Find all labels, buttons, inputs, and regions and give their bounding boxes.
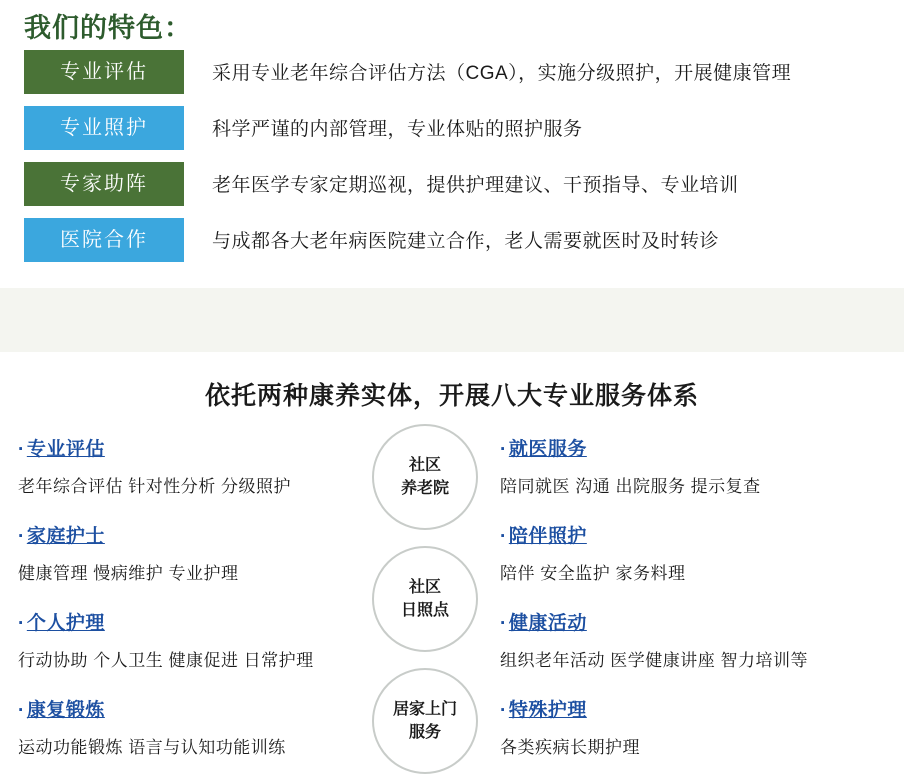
service-title-label: 专业评估 bbox=[26, 439, 105, 460]
service-circle bbox=[372, 424, 478, 530]
bullet-icon: · bbox=[500, 613, 507, 634]
service-circle-line2: 养老院 bbox=[400, 480, 449, 497]
service-title bbox=[18, 608, 348, 635]
service-circle bbox=[372, 546, 478, 652]
service-block bbox=[500, 695, 830, 758]
service-circle bbox=[372, 668, 478, 774]
service-desc: 组织老年活动 医学健康讲座 智力培训等 bbox=[500, 651, 808, 670]
service-title bbox=[500, 521, 830, 548]
bullet-icon: · bbox=[18, 700, 25, 721]
service-block bbox=[500, 521, 830, 584]
service-desc: 老年综合评估 针对性分析 分级照护 bbox=[18, 477, 291, 496]
services-body bbox=[0, 434, 904, 782]
section-divider bbox=[0, 288, 904, 352]
service-block bbox=[18, 434, 348, 497]
service-circle-line2: 日照点 bbox=[400, 602, 449, 619]
feature-tag: 专家助阵 bbox=[24, 162, 184, 206]
service-title bbox=[500, 695, 830, 722]
service-desc: 行动协助 个人卫生 健康促进 日常护理 bbox=[18, 651, 314, 670]
service-title bbox=[18, 521, 348, 548]
service-title bbox=[18, 695, 348, 722]
service-title bbox=[500, 608, 830, 635]
services-heading: 依托两种康养实体，开展八大专业服务体系 bbox=[204, 382, 699, 410]
service-title-label: 个人护理 bbox=[26, 613, 105, 634]
service-block bbox=[500, 608, 830, 671]
feature-text: 采用专业老年综合评估方法（CGA），实施分级照护，开展健康管理 bbox=[212, 63, 792, 84]
service-desc: 陪伴 安全监护 家务料理 bbox=[500, 564, 686, 583]
features-list bbox=[24, 48, 880, 272]
services-section bbox=[0, 356, 904, 782]
bullet-icon: · bbox=[500, 526, 507, 547]
feature-tag: 专业照护 bbox=[24, 106, 184, 150]
service-entity-circles bbox=[372, 424, 492, 784]
service-title-label: 康复锻炼 bbox=[26, 700, 105, 721]
service-title-label: 陪伴照护 bbox=[508, 526, 587, 547]
service-block bbox=[18, 608, 348, 671]
service-title bbox=[18, 434, 348, 461]
page-title: 我们的特色： bbox=[24, 13, 192, 43]
feature-text: 与成都各大老年病医院建立合作，老人需要就医时及时转诊 bbox=[212, 231, 720, 252]
bullet-icon: · bbox=[18, 613, 25, 634]
service-circle-line2: 服务 bbox=[408, 724, 441, 741]
service-block bbox=[18, 695, 348, 758]
feature-text: 老年医学专家定期巡视，提供护理建议、干预指导、专业培训 bbox=[212, 175, 739, 196]
feature-row bbox=[24, 104, 880, 151]
service-title-label: 就医服务 bbox=[508, 439, 587, 460]
service-title-label: 家庭护士 bbox=[26, 526, 105, 547]
service-desc: 健康管理 慢病维护 专业护理 bbox=[18, 564, 239, 583]
feature-tag: 专业评估 bbox=[24, 50, 184, 94]
bullet-icon: · bbox=[500, 700, 507, 721]
service-desc: 陪同就医 沟通 出院服务 提示复查 bbox=[500, 477, 761, 496]
service-title-label: 健康活动 bbox=[508, 613, 587, 634]
services-right-column bbox=[500, 434, 830, 782]
bullet-icon: · bbox=[500, 439, 507, 460]
bullet-icon: · bbox=[18, 526, 25, 547]
service-block bbox=[500, 434, 830, 497]
service-circle-line1: 社区 bbox=[408, 456, 441, 474]
service-title-label: 特殊护理 bbox=[508, 700, 587, 721]
feature-row bbox=[24, 160, 880, 207]
feature-tag: 医院合作 bbox=[24, 218, 184, 262]
service-circle-line1: 居家上门 bbox=[392, 700, 457, 718]
feature-row bbox=[24, 48, 880, 95]
features-section bbox=[0, 0, 904, 300]
service-desc: 运动功能锻炼 语言与认知功能训练 bbox=[18, 738, 286, 757]
service-circle-line1: 社区 bbox=[408, 578, 441, 596]
service-block bbox=[18, 521, 348, 584]
bullet-icon: · bbox=[18, 439, 25, 460]
feature-row bbox=[24, 216, 880, 263]
feature-text: 科学严谨的内部管理，专业体贴的照护服务 bbox=[212, 119, 583, 140]
service-title bbox=[500, 434, 830, 461]
service-desc: 各类疾病长期护理 bbox=[500, 738, 640, 757]
services-left-column bbox=[18, 434, 348, 782]
